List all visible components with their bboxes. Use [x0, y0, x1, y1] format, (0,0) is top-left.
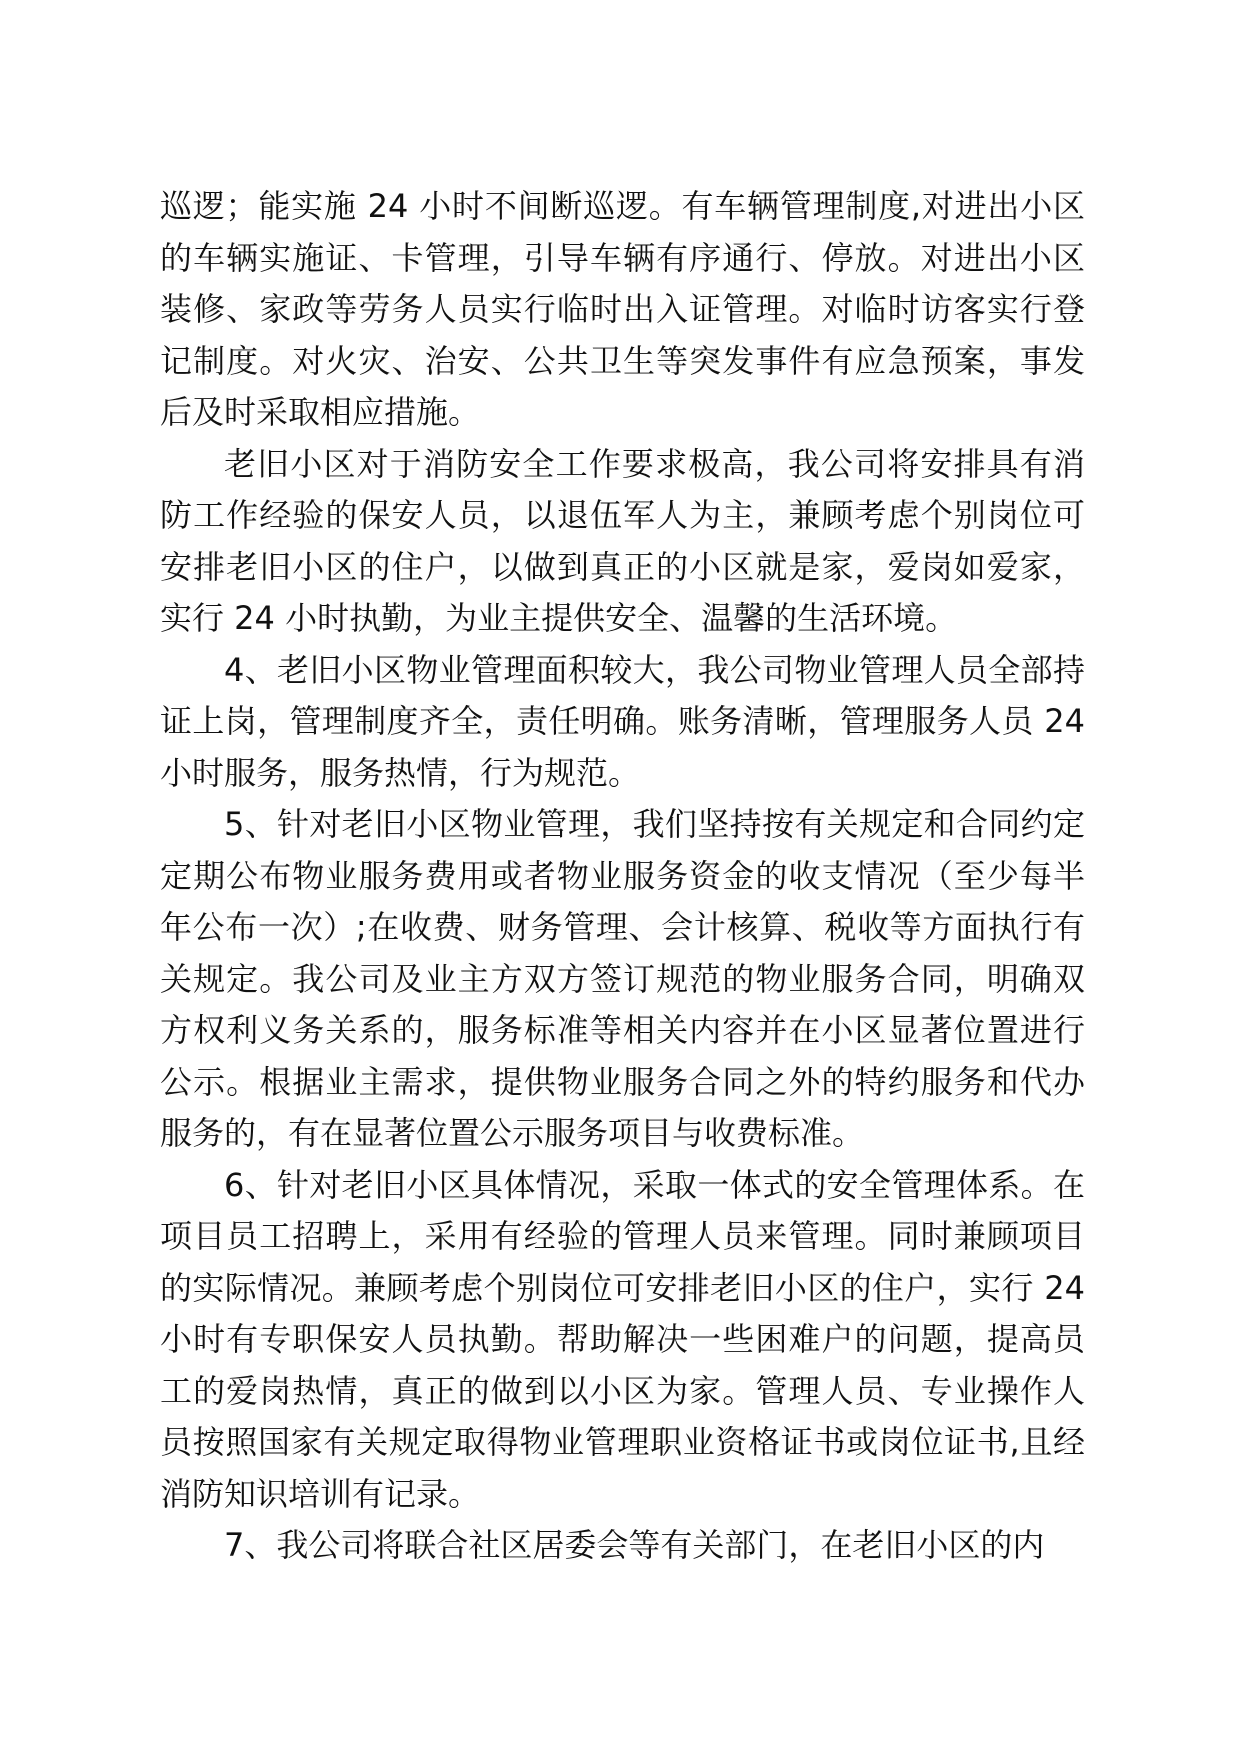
paragraph-fire-safety: 老旧小区对于消防安全工作要求极高，我公司将安排具有消防工作经验的保安人员，以退伍军人为主，兼顾考虑个别岗位可安排老旧小区的住户，以做到真正的小区就是家，爱岗如爱家，实行 24 小时执勤，为业主提供安全、温馨的生活环境。	[160, 444, 1085, 637]
document-body	[160, 181, 1085, 1572]
paragraph-item-5: 5、针对老旧小区物业管理，我们坚持按有关规定和合同约定定期公布物业服务费用或者物业服务资金的收支情况（至少每半年公布一次）;在收费、财务管理、会计核算、税收等方面执行有关规定。我公司及业主方双方签订规范的物业服务合同，明确双方权利义务关系的，服务标准等相关内容并在小区显著位置进行公示。根据业主需求，提供物业服务合同之外的特约服务和代办服务的，有在显著位置公示服务项目与收费标准。	[160, 805, 1085, 1152]
paragraph-item-7: 7、我公司将联合社区居委会等有关部门，在老旧小区的内	[224, 1526, 1045, 1564]
paragraph-continued: 巡逻；能实施 24 小时不间断巡逻。有车辆管理制度,对进出小区的车辆实施证、卡管理，引导车辆有序通行、停放。对进出小区装修、家政等劳务人员实行临时出入证管理。对临时访客实行登记制度。对火灾、治安、公共卫生等突发事件有应急预案，事发后及时采取相应措施。	[160, 187, 1085, 431]
paragraph-item-6: 6、针对老旧小区具体情况，采取一体式的安全管理体系。在项目员工招聘上，采用有经验的管理人员来管理。同时兼顾项目的实际情况。兼顾考虑个别岗位可安排老旧小区的住户，实行 24 小时有专职保安人员执勤。帮助解决一些困难户的问题，提高员工的爱岗热情，真正的做到以小区为家。管理人员、专业操作人员按照国家有关规定取得物业管理职业资格证书或岗位证书,且经消防知识培训有记录。	[160, 1165, 1085, 1513]
paragraph-item-4: 4、老旧小区物业管理面积较大，我公司物业管理人员全部持证上岗，管理制度齐全，责任明确。账务清晰，管理服务人员 24 小时服务，服务热情，行为规范。	[160, 650, 1085, 792]
